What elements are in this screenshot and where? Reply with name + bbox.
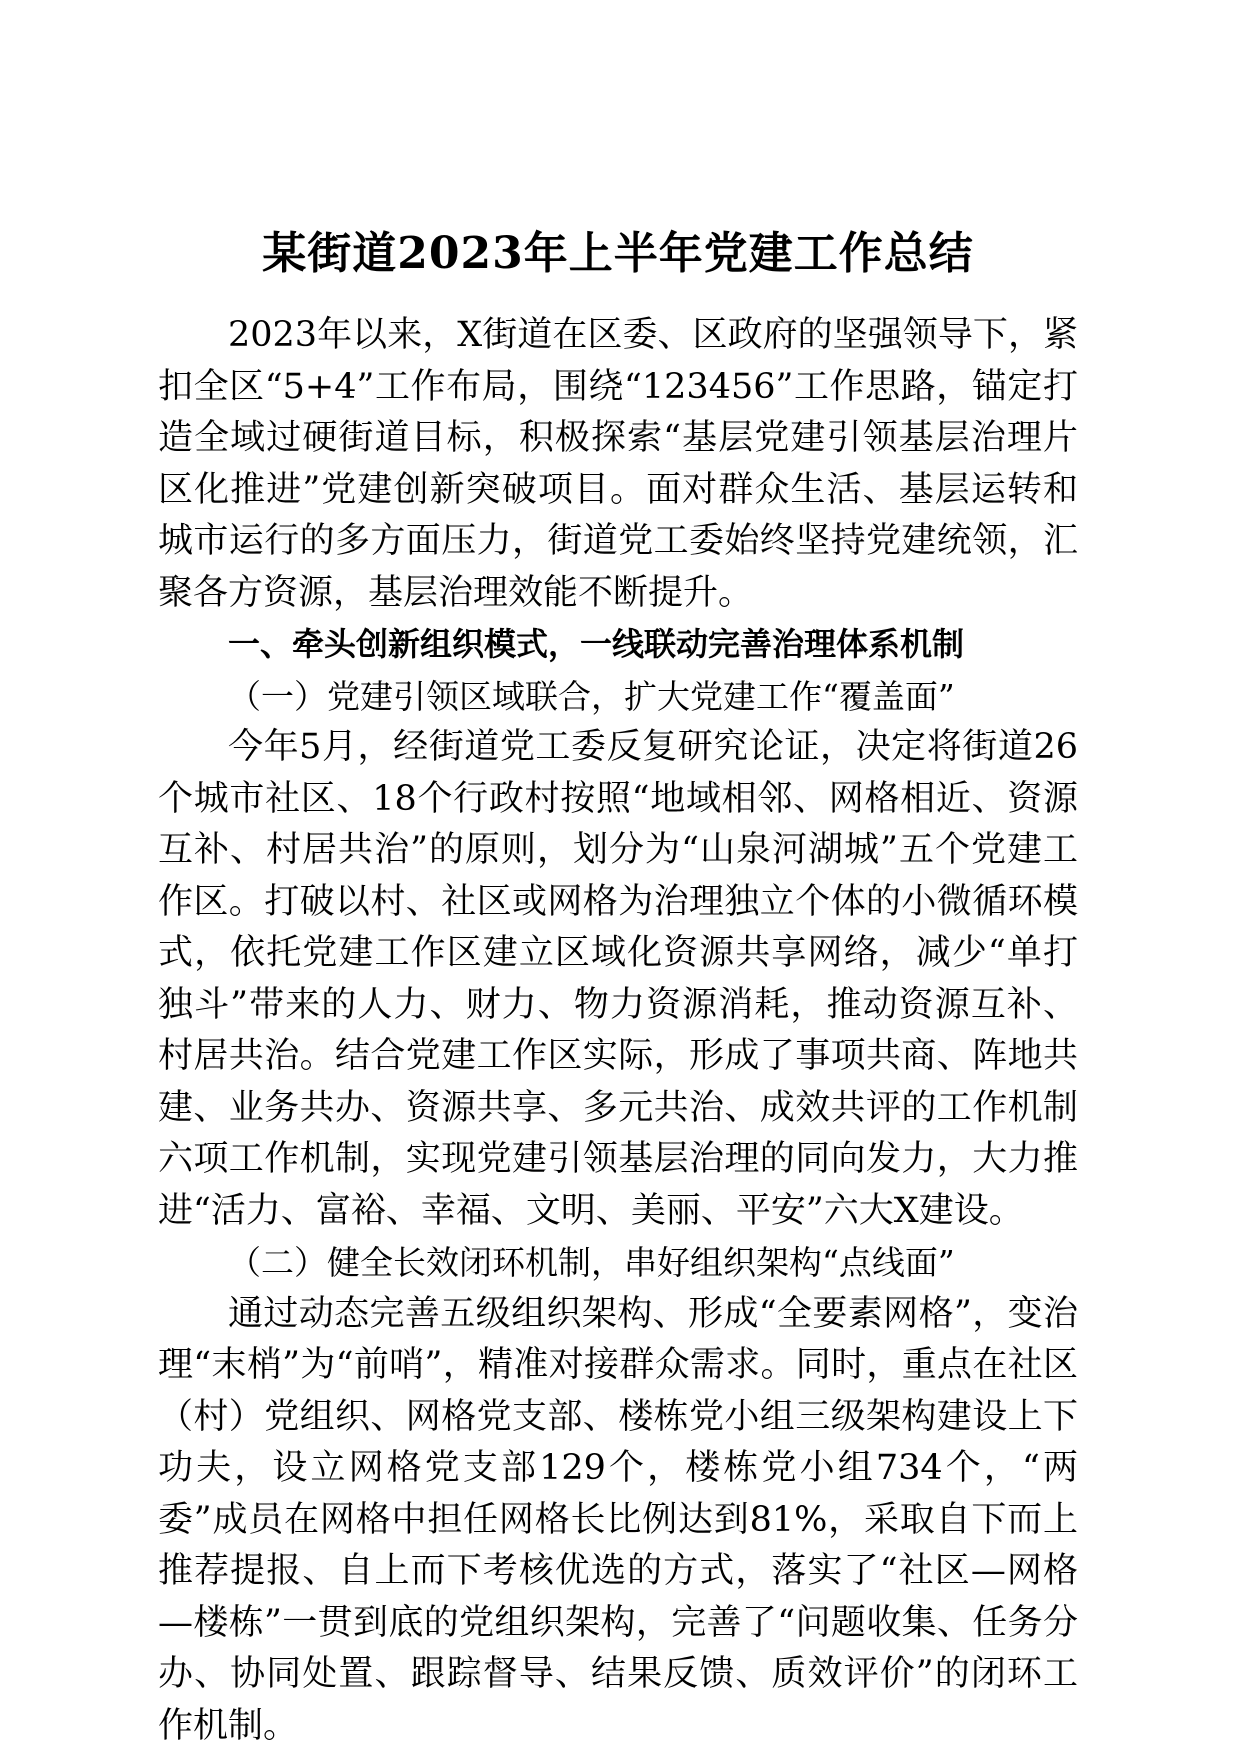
intro-paragraph: 2023年以来，X街道在区委、区政府的坚强领导下，紧扣全区“5+4”工作布局，围绕“123456”工作思路，锚定打造全域过硬街道目标，积极探索“基层党建引领基层治理片区化推进”党建创新突破项目。面对群众生活、基层运转和城市运行的多方面压力，街道党工委始终坚持党建统领，汇聚各方资源，基层治理效能不断提升。 <box>158 315 1078 613</box>
subsection-body-1: 今年5月，经街道党工委反复研究论证，决定将街道26个城市社区、18个行政村按照“地域相邻、网格相近、资源互补、村居共治”的原则，划分为“山泉河湖城”五个党建工作区。打破以村、社区或网格为治理独立个体的小微循环模式，依托党建工作区建立区域化资源共享网络，减少“单打独斗”带来的人力、财力、物力资源消耗，推动资源互补、村居共治。结合党建工作区实际，形成了事项共商、阵地共建、业务共办、资源共享、多元共治、成效共评的工作机制六项工作机制，实现党建引领基层治理的同向发力，大力推进“活力、富裕、幸福、文明、美丽、平安”六大X建设。 <box>158 727 1078 1231</box>
subsection-heading-1: （一）党建引领区域联合，扩大党建工作“覆盖面” <box>228 676 955 716</box>
subsection-body-2: 通过动态完善五级组织架构、形成“全要素网格”，变治理“末梢”为“前哨”，精准对接群众需求。同时，重点在社区（村）党组织、网格党支部、楼栋党小组三级架构建设上下功夫，设立网格党支部129个，楼栋党小组734个，“两委”成员在网格中担任网格长比例达到81%，采取自下而上推荐提报、自上而下考核优选的方式，落实了“社区—网格—楼栋”一贯到底的党组织架构，完善了“问题收集、任务分办、协同处置、跟踪督导、结果反馈、质效评价”的闭环工作机制。 <box>158 1293 1078 1746</box>
subsection-heading-2: （二）健全长效闭环机制，串好组织架构“点线面” <box>228 1243 955 1282</box>
document-title: 某街道2023年上半年党建工作总结 <box>262 228 974 279</box>
section-heading-1: 一、牵头创新组织模式，一线联动完善治理体系机制 <box>228 625 965 663</box>
document-page <box>158 222 1078 1752</box>
